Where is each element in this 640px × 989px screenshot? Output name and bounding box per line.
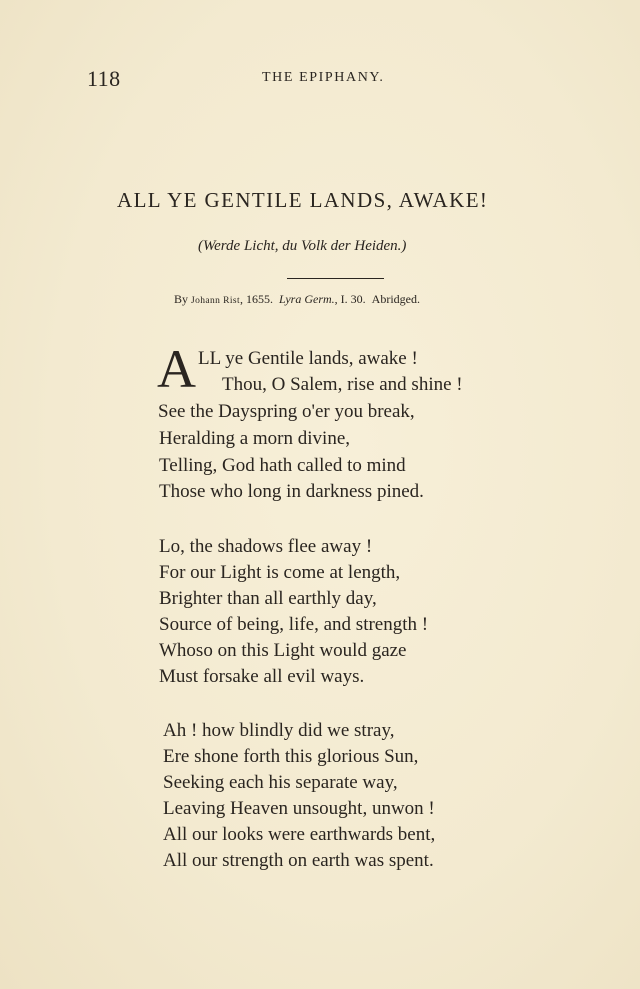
verse-line: Heralding a morn divine, <box>159 428 351 449</box>
drop-cap: A <box>157 339 196 399</box>
verse-line: See the Dayspring o'er you break, <box>158 401 415 422</box>
attribution-year: , 1655. <box>240 292 274 306</box>
verse-line: Brighter than all earthly day, <box>159 588 377 609</box>
verse-line: Those who long in darkness pined. <box>159 481 424 502</box>
verse-line: Telling, God hath called to mind <box>159 455 406 476</box>
attribution-author: Johann Rist <box>191 296 241 306</box>
attribution-note: Abridged. <box>371 292 420 306</box>
verse-line: Whoso on this Light would gaze <box>159 640 407 661</box>
verse-line: Must forsake all evil ways. <box>159 666 365 687</box>
verse-line: Leaving Heaven unsought, unwon ! <box>163 798 435 819</box>
verse-line: Source of being, life, and strength ! <box>159 614 429 635</box>
hymn-title: ALL YE GENTILE LANDS, AWAKE! <box>117 188 489 212</box>
verse-line: Thou, O Salem, rise and shine ! <box>222 374 463 395</box>
attribution <box>174 292 420 307</box>
page-number: 118 <box>87 66 121 91</box>
verse-line: Lo, the shadows flee away ! <box>159 536 373 557</box>
attribution-reference: , I. 30. <box>334 292 366 306</box>
verse-line: All our strength on earth was spent. <box>163 850 434 871</box>
verse-line: LL ye Gentile lands, awake ! <box>198 348 418 369</box>
verse-line: Seeking each his separate way, <box>163 772 398 793</box>
verse-line: Ah ! how blindly did we stray, <box>163 720 395 741</box>
running-head: THE EPIPHANY. <box>262 70 385 85</box>
divider-rule <box>287 278 384 279</box>
original-german-title: (Werde Licht, du Volk der Heiden.) <box>198 238 407 254</box>
attribution-source: Lyra Germ. <box>279 292 335 306</box>
verse-line: All our looks were earthwards bent, <box>163 824 436 845</box>
verse-line: Ere shone forth this glorious Sun, <box>163 746 419 767</box>
verse-line: For our Light is come at length, <box>159 562 401 583</box>
attribution-by: By <box>174 292 189 306</box>
